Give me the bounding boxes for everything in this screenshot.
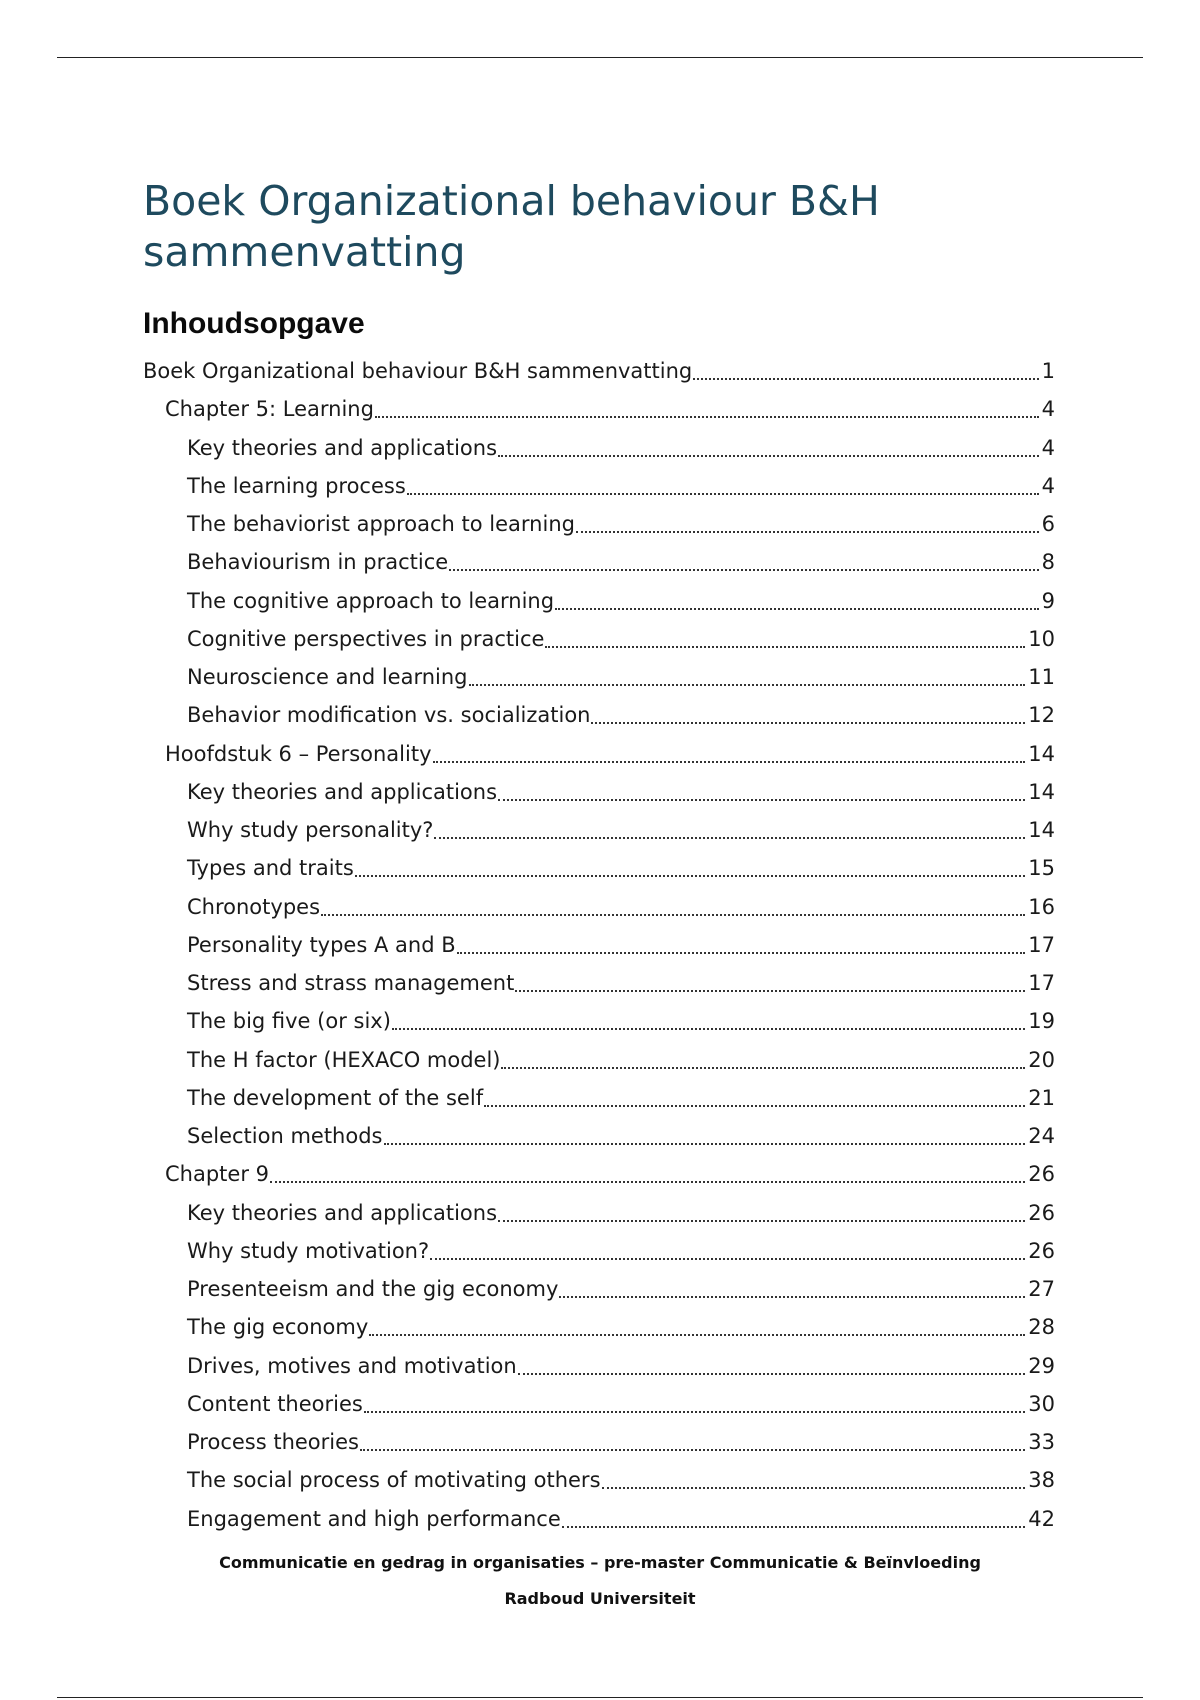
toc-entry-title: Why study motivation?: [187, 1238, 430, 1263]
toc-dot-leader: [457, 952, 1026, 954]
toc-page-number: 17: [1028, 971, 1055, 996]
toc-page-number: 11: [1028, 665, 1055, 690]
toc-page-number: 38: [1028, 1468, 1055, 1493]
toc-page-number: 10: [1028, 626, 1055, 651]
toc-dot-leader: [469, 684, 1026, 686]
toc-dot-leader: [369, 1334, 1025, 1336]
toc-page-number: 26: [1028, 1200, 1055, 1225]
toc-page-number: 19: [1028, 1009, 1055, 1034]
toc-entry[interactable]: [0, 1155, 1200, 1193]
toc-dot-leader: [498, 1220, 1025, 1222]
toc-dot-leader: [375, 416, 1039, 418]
toc-entry[interactable]: [0, 543, 1200, 581]
toc-entry[interactable]: [0, 1500, 1200, 1538]
toc-dot-leader: [576, 531, 1039, 533]
toc-entry-title: Cognitive perspectives in practice: [187, 626, 545, 651]
toc-entry-title: Chronotypes: [187, 894, 321, 919]
toc-entry-title: Behavior modification vs. socialization: [187, 703, 591, 728]
toc-entry[interactable]: [0, 1232, 1200, 1270]
toc-dot-leader: [321, 914, 1025, 916]
toc-entry-title: Drives, motives and motivation: [187, 1353, 517, 1378]
toc-page-number: 12: [1028, 703, 1055, 728]
toc-heading: Inhoudsopgave: [143, 307, 365, 340]
header-rule: [57, 57, 1143, 58]
toc-entry[interactable]: [0, 505, 1200, 543]
toc-page-number: 6: [1041, 512, 1055, 537]
toc-entry[interactable]: [0, 1308, 1200, 1346]
table-of-contents: [0, 352, 1200, 1538]
toc-page-number: 24: [1028, 1124, 1055, 1149]
toc-entry-title: Presenteeism and the gig economy: [187, 1277, 559, 1302]
toc-entry-title: The cognitive approach to learning: [187, 588, 555, 613]
toc-entry-title: Stress and strass management: [187, 971, 515, 996]
toc-dot-leader: [360, 1449, 1025, 1451]
toc-entry-title: The big five (or six): [187, 1009, 391, 1034]
toc-page-number: 4: [1041, 435, 1055, 460]
toc-entry-title: Personality types A and B: [187, 932, 456, 957]
toc-page-number: 26: [1028, 1162, 1055, 1187]
toc-page-number: 20: [1028, 1047, 1055, 1072]
toc-dot-leader: [407, 493, 1039, 495]
toc-page-number: 33: [1028, 1430, 1055, 1455]
toc-entry[interactable]: [0, 1423, 1200, 1461]
toc-entry[interactable]: [0, 429, 1200, 467]
toc-dot-leader: [364, 1411, 1025, 1413]
toc-dot-leader: [392, 1028, 1025, 1030]
toc-dot-leader: [562, 1526, 1026, 1528]
toc-entry-title: Content theories: [187, 1391, 363, 1416]
toc-page-number: 17: [1028, 932, 1055, 957]
toc-page-number: 14: [1028, 741, 1055, 766]
toc-entry[interactable]: [0, 467, 1200, 505]
toc-entry[interactable]: [0, 1117, 1200, 1155]
toc-entry-title: Boek Organizational behaviour B&H sammenvatting: [143, 359, 693, 384]
toc-dot-leader: [355, 875, 1025, 877]
toc-dot-leader: [559, 1296, 1025, 1298]
toc-entry[interactable]: [0, 658, 1200, 696]
toc-entry-title: Neuroscience and learning: [187, 665, 468, 690]
toc-entry[interactable]: [0, 1041, 1200, 1079]
toc-page-number: 27: [1028, 1277, 1055, 1302]
toc-entry[interactable]: [0, 964, 1200, 1002]
toc-dot-leader: [433, 761, 1026, 763]
footer-rule: [57, 1697, 1143, 1698]
toc-dot-leader: [434, 837, 1025, 839]
toc-page-number: 42: [1028, 1506, 1055, 1531]
toc-entry-title: Engagement and high performance: [187, 1506, 561, 1531]
toc-entry-title: Chapter 9: [165, 1162, 269, 1187]
toc-dot-leader: [555, 608, 1039, 610]
toc-entry-title: Chapter 5: Learning: [165, 397, 374, 422]
toc-entry[interactable]: [0, 1461, 1200, 1499]
toc-dot-leader: [693, 378, 1038, 380]
toc-entry[interactable]: [0, 1079, 1200, 1117]
toc-entry-title: The social process of motivating others: [187, 1468, 601, 1493]
document-title: Boek Organizational behaviour B&H sammenvatting: [143, 177, 880, 276]
toc-entry-title: The H factor (HEXACO model): [187, 1047, 501, 1072]
toc-page-number: 21: [1028, 1085, 1055, 1110]
toc-entry[interactable]: [0, 773, 1200, 811]
toc-entry[interactable]: [0, 390, 1200, 428]
toc-dot-leader: [602, 1487, 1026, 1489]
toc-page-number: 28: [1028, 1315, 1055, 1340]
toc-entry[interactable]: [0, 620, 1200, 658]
toc-dot-leader: [270, 1181, 1025, 1183]
footer-course-line: Communicatie en gedrag in organisaties – pre-master Communicatie & Beïnvloeding: [219, 1553, 981, 1572]
toc-dot-leader: [430, 1258, 1025, 1260]
toc-page-number: 9: [1041, 588, 1055, 613]
toc-entry-title: Process theories: [187, 1430, 359, 1455]
toc-dot-leader: [449, 569, 1038, 571]
toc-entry[interactable]: [0, 1270, 1200, 1308]
toc-entry-title: The development of the self: [187, 1085, 484, 1110]
toc-entry-title: Behaviourism in practice: [187, 550, 449, 575]
toc-entry[interactable]: [0, 696, 1200, 734]
footer-university-line: Radboud Universiteit: [504, 1589, 696, 1608]
toc-entry[interactable]: [0, 811, 1200, 849]
toc-page-number: 4: [1041, 473, 1055, 498]
toc-page-number: 30: [1028, 1391, 1055, 1416]
toc-entry-title: Why study personality?: [187, 818, 434, 843]
toc-entry-title: The gig economy: [187, 1315, 369, 1340]
toc-dot-leader: [384, 1143, 1026, 1145]
toc-entry-title: The behaviorist approach to learning: [187, 512, 575, 537]
toc-dot-leader: [518, 1373, 1026, 1375]
toc-dot-leader: [498, 799, 1025, 801]
toc-page-number: 14: [1028, 779, 1055, 804]
toc-dot-leader: [515, 990, 1025, 992]
toc-entry-title: The learning process: [187, 473, 406, 498]
toc-entry-title: Types and traits: [187, 856, 354, 881]
toc-page-number: 29: [1028, 1353, 1055, 1378]
toc-page-number: 14: [1028, 818, 1055, 843]
toc-dot-leader: [484, 1105, 1025, 1107]
toc-entry[interactable]: [0, 888, 1200, 926]
toc-page-number: 4: [1041, 397, 1055, 422]
toc-page-number: 26: [1028, 1238, 1055, 1263]
toc-entry-title: Key theories and applications: [187, 1200, 498, 1225]
toc-page-number: 1: [1041, 359, 1055, 384]
toc-entry-title: Hoofdstuk 6 – Personality: [165, 741, 432, 766]
toc-dot-leader: [545, 646, 1025, 648]
toc-page-number: 8: [1041, 550, 1055, 575]
toc-entry[interactable]: [0, 1385, 1200, 1423]
toc-page-number: 15: [1028, 856, 1055, 881]
toc-entry[interactable]: [0, 735, 1200, 773]
toc-entry-title: Key theories and applications: [187, 435, 498, 460]
toc-entry[interactable]: [0, 1347, 1200, 1385]
toc-entry[interactable]: [0, 1002, 1200, 1040]
toc-entry-title: Key theories and applications: [187, 779, 498, 804]
toc-page-number: 16: [1028, 894, 1055, 919]
toc-entry-title: Selection methods: [187, 1124, 383, 1149]
toc-dot-leader: [591, 722, 1025, 724]
toc-entry[interactable]: [0, 582, 1200, 620]
toc-entry[interactable]: [0, 849, 1200, 887]
toc-entry[interactable]: [0, 926, 1200, 964]
toc-dot-leader: [498, 455, 1039, 457]
toc-dot-leader: [501, 1067, 1025, 1069]
toc-entry[interactable]: [0, 1194, 1200, 1232]
toc-entry[interactable]: [0, 352, 1200, 390]
